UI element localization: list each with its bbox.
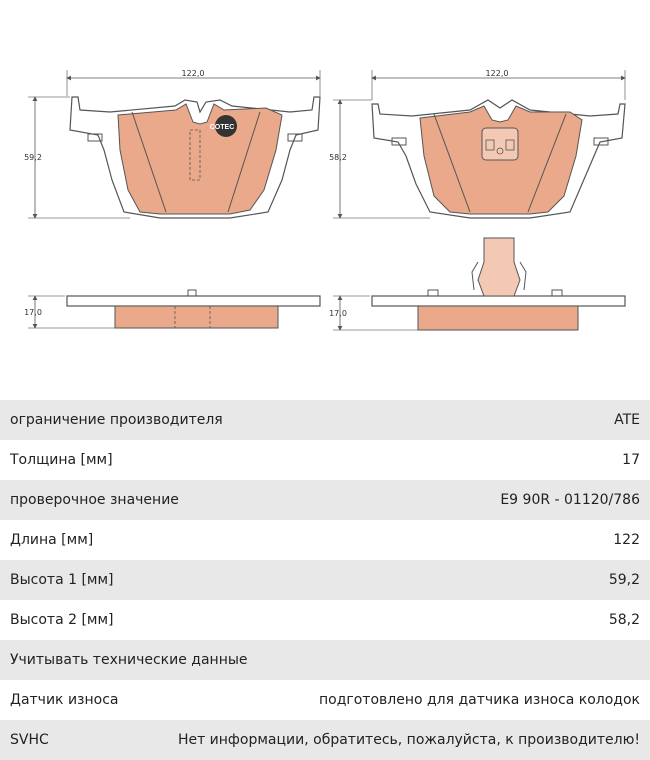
spec-label: SVHC (10, 732, 49, 748)
spec-row (0, 480, 650, 520)
sensor-spring (520, 262, 526, 290)
spec-label: Высота 1 [мм] (10, 572, 114, 588)
side-stud (428, 290, 438, 296)
spec-value: 58,2 (608, 612, 640, 628)
sensor-body (482, 128, 518, 160)
thickness-dimension-left: 17,0 (24, 308, 42, 317)
spec-value: 17 (622, 452, 640, 468)
spec-label: Длина [мм] (10, 532, 94, 548)
spec-row (0, 560, 650, 600)
spec-value: ATE (614, 412, 640, 428)
backing-plate-side (372, 296, 625, 306)
wear-sensor-housing (482, 128, 518, 160)
width-dimension-right: 122,0 (485, 69, 509, 78)
spec-label: ограничение производителя (10, 412, 223, 428)
backing-plate-side (67, 296, 320, 306)
friction-material-side (418, 306, 578, 330)
spec-label: проверочное значение (10, 492, 179, 508)
spec-value: подготовлено для датчика износа колодок (318, 692, 640, 708)
spec-value: 122 (613, 532, 640, 548)
height-dimension-left: 59,2 (24, 153, 42, 162)
spec-row (0, 640, 650, 680)
side-stud (552, 290, 562, 296)
cotec-logo-text: COTEC (209, 124, 235, 131)
left-pad-front-view (24, 69, 320, 218)
sensor-clip (478, 238, 520, 296)
right-pad-side-view (329, 238, 625, 330)
specs-table (0, 400, 650, 760)
spec-row (0, 440, 650, 480)
spec-label: Учитывать технические данные (10, 652, 248, 668)
spec-row (0, 520, 650, 560)
height-dimension-right: 58,2 (329, 153, 347, 162)
spec-row (0, 680, 650, 720)
spec-value: Нет информации, обратитесь, пожалуйста, к производителю! (177, 732, 640, 748)
spec-label: Толщина [мм] (10, 452, 113, 468)
spec-label: Высота 2 [мм] (10, 612, 114, 628)
spec-value: E9 90R - 01120/786 (500, 492, 640, 508)
left-pad-side-view (24, 290, 320, 328)
spec-row (0, 400, 650, 440)
spec-row (0, 720, 650, 760)
width-dimension-left: 122,0 (181, 69, 205, 78)
spec-label: Датчик износа (10, 692, 119, 708)
spec-row (0, 600, 650, 640)
spec-value: 59,2 (608, 572, 640, 588)
friction-material-side (115, 306, 278, 328)
side-stud (188, 290, 196, 296)
sensor-spring (472, 262, 478, 290)
right-pad-front-view (329, 69, 625, 218)
thickness-dimension-right: 17,0 (329, 309, 347, 318)
